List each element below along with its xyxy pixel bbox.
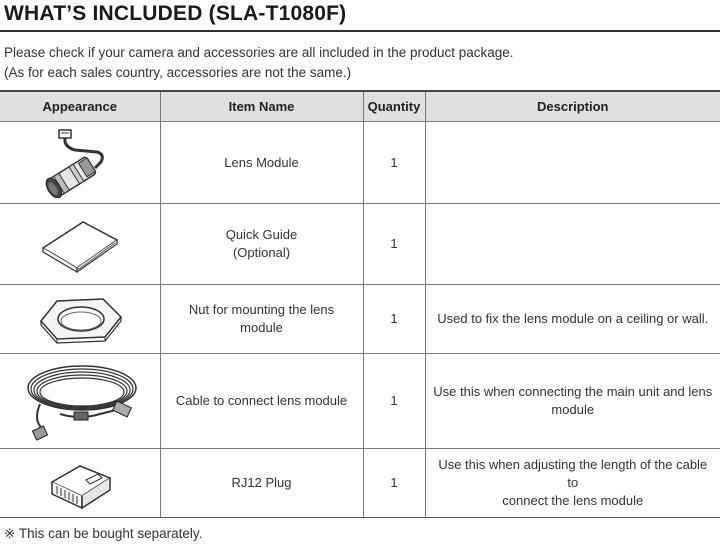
appearance-cell [0,122,160,204]
table-row [0,285,720,354]
appearance-cell [0,449,160,518]
title-divider [0,30,720,32]
rj12-plug-icon [6,456,154,510]
quantity-cell: 1 [363,354,425,449]
table-row [0,449,720,518]
description-text-cont: connect the lens module [502,493,644,508]
page-title: WHAT’S INCLUDED (SLA-T1080F) [4,2,347,25]
item-name: Lens Module [224,154,299,170]
col-header-description: Description [425,91,720,122]
appearance-cell [0,204,160,285]
item-name-cell [160,204,363,285]
description-cell [425,354,720,449]
description-cell [425,449,720,518]
table-row [0,204,720,285]
intro-line-1: Please check if your camera and accessories are all included in the product package. [4,45,514,60]
description-text: Used to fix the lens module on a ceiling or wall. [437,311,709,326]
item-name-cell [160,122,363,204]
included-items-table [0,90,720,518]
lens-module-icon [6,128,154,198]
table-row [0,354,720,449]
col-header-item-name: Item Name [160,91,363,122]
quantity-cell: 1 [363,122,425,204]
item-name-cell [160,354,363,449]
footnote: ※ This can be bought separately. [4,526,203,541]
item-name: RJ12 Plug [231,475,292,490]
table-row [0,122,720,204]
quantity-cell: 1 [363,285,425,354]
appearance-cell [0,285,160,354]
hex-nut-icon [6,291,154,347]
item-name: Nut for mounting the lens module [188,302,335,335]
intro-text [4,43,514,83]
description-text: Use this when connecting the main unit and lens [433,384,713,399]
description-cell [425,204,720,285]
appearance-cell [0,354,160,449]
quantity-cell: 1 [363,449,425,518]
col-header-appearance: Appearance [0,91,160,122]
item-name: Cable to connect lens module [175,393,348,408]
description-cell [425,285,720,354]
item-name-cell [160,449,363,518]
item-name-note: (Optional) [232,245,291,260]
intro-line-2: (As for each sales country, accessories are not the same.) [4,65,352,80]
coiled-cable-icon [6,358,154,444]
description-text-cont: module [551,402,595,417]
col-header-quantity: Quantity [363,91,425,122]
description-cell [425,122,720,204]
quick-guide-icon [6,214,154,274]
item-name: Quick Guide [225,227,298,242]
item-name-cell [160,285,363,354]
quantity-cell: 1 [363,204,425,285]
table-header-row [0,91,720,122]
description-text: Use this when adjusting the length of the cable to [438,457,708,490]
